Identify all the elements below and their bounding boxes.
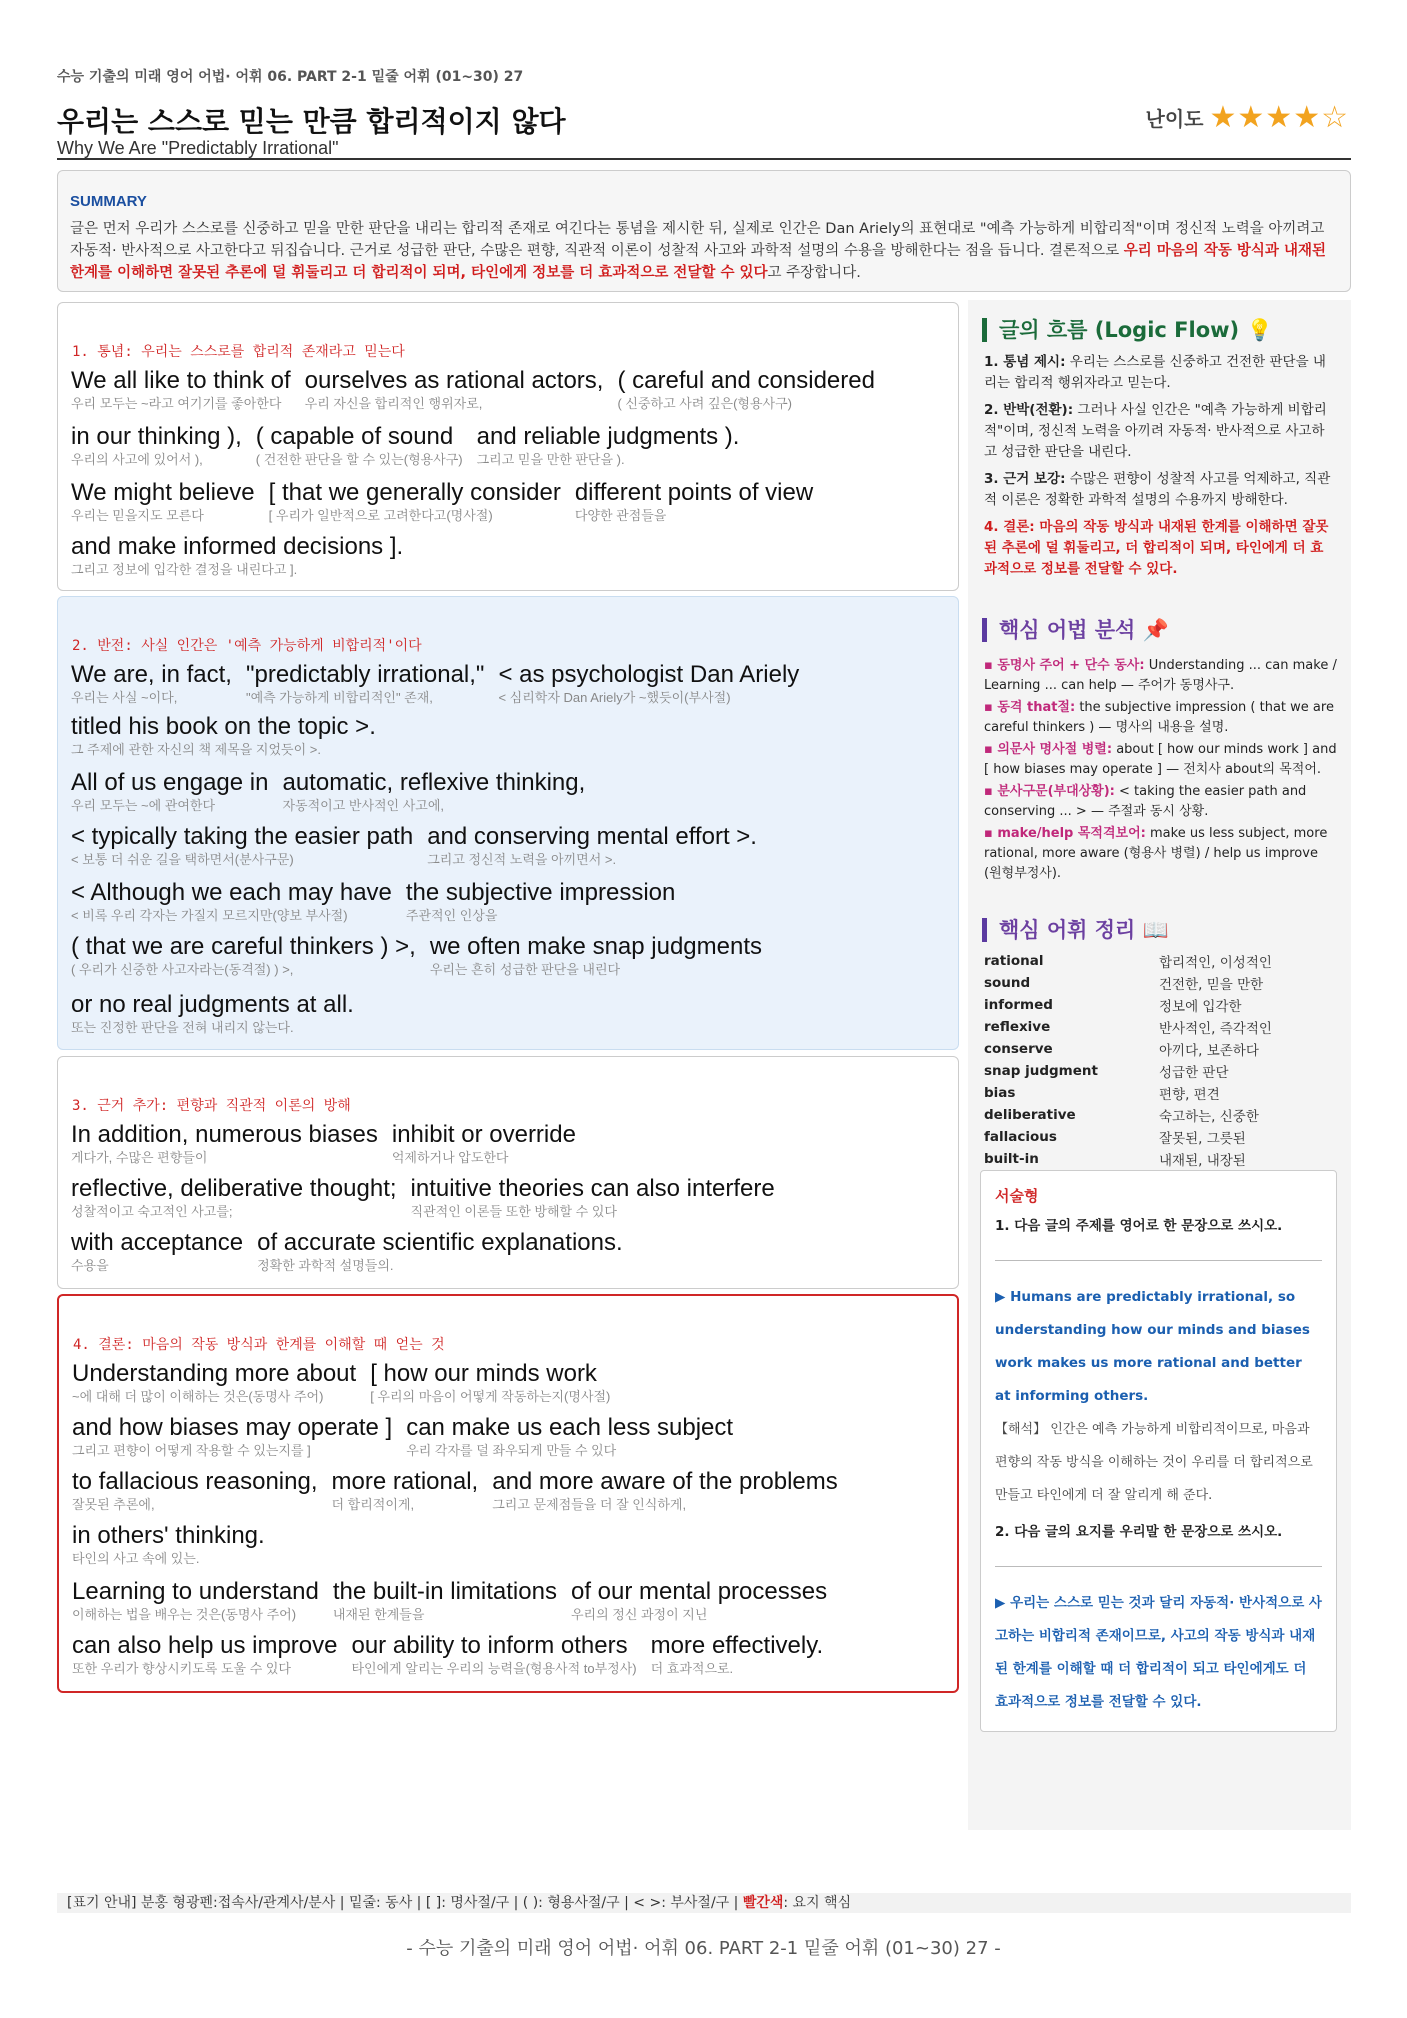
korean-gloss: 그리고 정보에 입각한 결정을 내린다고 ]. [71, 562, 298, 577]
explanation-1: 【해석】 인간은 예측 가능하게 비합리적이므로, 마음과 편향의 작동 방식을 이해하는 것이 우리를 더 합리적으로 만들고 타인에게 더 잘 알리게 해 준다. [995, 1422, 1313, 1503]
korean-gloss: [ 우리의 마음이 어떻게 작동하는지(명사절) [370, 1389, 611, 1404]
section-1 [57, 302, 959, 591]
korean-gloss: 게다가, 수많은 편향들이 [71, 1150, 208, 1165]
chunk [71, 367, 291, 412]
chunk [71, 713, 376, 758]
chunk [72, 1632, 337, 1677]
chunk [492, 1468, 838, 1513]
text-line [71, 933, 776, 978]
page-footer: - 수능 기출의 미래 영어 어법· 어휘 06. PART 2-1 밑줄 어휘 (01~30) 27 - [406, 1938, 1001, 1959]
english-phrase: intuitive theories can also interfere [410, 1175, 775, 1202]
question-1: 1. 다음 글의 주제를 영어로 한 문장으로 쓰시오. [995, 1218, 1283, 1234]
section-3 [57, 1056, 959, 1289]
korean-gloss: 그 주제에 관한 자신의 책 제목을 지었듯이 >. [71, 742, 321, 757]
english-phrase: ( careful and considered [617, 367, 875, 394]
chunk [333, 1578, 557, 1623]
korean-gloss: 그리고 문제점들을 더 잘 인식하게, [492, 1497, 687, 1512]
english-phrase: or no real judgments at all. [71, 991, 354, 1018]
korean-gloss: < 비록 우리 각자는 가질지 모르지만(양보 부사절) [71, 908, 348, 923]
chunk [72, 1578, 319, 1623]
vocab-row: informed 정보에 입각한 [984, 997, 1242, 1015]
text-line [71, 823, 771, 868]
answer-line [995, 1260, 1322, 1261]
grammar-item: ▪ 의문사 명사절 병렬: about [ how our minds work ] and [ how biases may operate ] — 전치사 about의 목적어. [984, 742, 1337, 777]
flow-item: 1. 통념 제시: 우리는 스스로를 신중하고 건전한 판단을 내리는 합리적 행위자라고 믿는다. [984, 354, 1326, 391]
english-phrase: the subjective impression [405, 879, 676, 906]
korean-gloss: 그리고 정신적 노력을 아끼면서 >. [427, 852, 617, 867]
english-phrase: and conserving mental effort >. [427, 823, 757, 850]
chunk [71, 769, 268, 814]
english-phrase: < Although we each may have [71, 879, 392, 906]
korean-gloss: 직관적인 이론들 또한 방해할 수 있다 [410, 1204, 617, 1219]
english-phrase: [ how our minds work [370, 1360, 597, 1387]
english-phrase: of accurate scientific explanations. [257, 1229, 623, 1256]
korean-gloss: 잘못된 추론에, [72, 1497, 155, 1512]
english-phrase: In addition, numerous biases [71, 1121, 378, 1148]
english-phrase: ( that we are careful thinkers ) >, [71, 933, 416, 960]
english-phrase: < typically taking the easier path [71, 823, 414, 850]
text-line [72, 1360, 624, 1405]
chunk [71, 1175, 397, 1220]
logic-flow-list [984, 352, 1334, 586]
chunk [427, 823, 757, 868]
section-heading: 4. 결론: 마음의 작동 방식과 한계를 이해할 때 얻는 것 [73, 1337, 445, 1353]
section-heading: 1. 통념: 우리는 스스로를 합리적 존재라고 믿는다 [72, 344, 405, 360]
grammar-heading: 핵심 어법 분석 📌 [982, 618, 1169, 642]
english-phrase: different points of view [574, 479, 814, 506]
korean-gloss: 억제하거나 압도한다 [391, 1150, 509, 1165]
chunk [406, 1414, 733, 1459]
question-2: 2. 다음 글의 요지를 우리말 한 문장으로 쓰시오. [995, 1524, 1283, 1540]
chunk [71, 823, 413, 868]
chunk [71, 1121, 378, 1166]
english-phrase: of our mental processes [570, 1578, 828, 1605]
english-phrase: and more aware of the problems [492, 1468, 838, 1495]
korean-gloss: 또한 우리가 향상시키도록 도울 수 있다 [72, 1661, 291, 1676]
korean-gloss: < 심리학자 Dan Ariely가 ~했듯이(부사절) [498, 690, 731, 705]
page-title: 우리는 스스로 믿는 만큼 합리적이지 않다 [57, 105, 566, 138]
korean-gloss: 우리 각자를 덜 좌우되게 만들 수 있다 [406, 1443, 617, 1458]
header-top-line: 수능 기출의 미래 영어 어법· 어휘 06. PART 2-1 밑줄 어휘 (01~30) 27 [57, 69, 524, 85]
vocab-row: rational 합리적인, 이성적인 [984, 953, 1272, 971]
text-line [71, 479, 827, 524]
english-phrase: We all like to think of [71, 367, 291, 394]
english-phrase: All of us engage in [71, 769, 269, 796]
chunk [575, 479, 813, 524]
english-phrase: ( capable of sound [255, 423, 454, 450]
chunk [71, 533, 403, 578]
korean-gloss: [ 우리가 일반적으로 고려한다고(명사절) [268, 508, 493, 523]
chunk [651, 1632, 824, 1677]
chunk [430, 933, 762, 978]
chunk [71, 879, 392, 924]
korean-gloss: 우리의 사고에 있어서 ), [71, 452, 203, 467]
english-phrase: We are, in fact, [71, 661, 232, 688]
korean-gloss: 그리고 편향이 어떻게 작용할 수 있는지를 ] [72, 1443, 311, 1458]
text-line [71, 879, 689, 924]
korean-gloss: "예측 가능하게 비합리적인" 존재, [245, 690, 433, 705]
title-divider [57, 158, 1351, 160]
answer-1: ▶ Humans are predictably irrational, so understanding how our minds and biases work makes us more rational and better at informing others. [995, 1289, 1310, 1404]
chunk [72, 1414, 392, 1459]
english-phrase: in others' thinking. [72, 1522, 265, 1549]
chunk [71, 1229, 243, 1274]
korean-gloss: 정확한 과학적 설명들의. [257, 1258, 394, 1273]
text-line [72, 1522, 279, 1567]
english-phrase: [ that we generally consider [268, 479, 561, 506]
chunk [282, 769, 585, 814]
chunk [256, 423, 463, 468]
summary-heading: SUMMARY [70, 193, 147, 210]
korean-gloss: 우리의 정신 과정이 지닌 [570, 1607, 708, 1622]
korean-gloss: 우리 모두는 ~에 관여한다 [71, 798, 216, 813]
chunk [72, 1468, 317, 1513]
korean-gloss: 다양한 관점들을 [574, 508, 667, 523]
vocab-row: conserve 아끼다, 보존하다 [984, 1041, 1259, 1059]
english-phrase: and reliable judgments ). [476, 423, 740, 450]
text-line [72, 1414, 747, 1459]
text-line [71, 1121, 590, 1166]
english-phrase: our ability to inform others [351, 1632, 628, 1659]
chunk [71, 661, 232, 706]
text-line [71, 991, 368, 1036]
text-line [71, 713, 390, 758]
text-line [71, 423, 753, 468]
korean-gloss: 그리고 믿을 만한 판단을 ). [476, 452, 625, 467]
chunk [72, 1360, 356, 1405]
text-line [71, 367, 889, 412]
english-phrase: we often make snap judgments [429, 933, 763, 960]
grammar-item: ▪ make/help 목적격보어: make us less subject, more rational, more aware (형용사 병렬) / help us improve (원형부정사). [984, 826, 1328, 881]
english-phrase: Learning to understand [72, 1578, 319, 1605]
english-phrase: ourselves as rational actors, [304, 367, 604, 394]
korean-gloss: 우리 모두는 ~라고 여기기를 좋아한다 [71, 396, 282, 411]
english-phrase: We might believe [71, 479, 255, 506]
english-phrase: in our thinking ), [71, 423, 242, 450]
grammar-list [984, 656, 1339, 886]
korean-gloss: 내재된 한계들을 [332, 1607, 425, 1622]
summary-box [57, 170, 1351, 292]
writing-box [980, 1170, 1337, 1732]
english-phrase: and how biases may operate ] [72, 1414, 393, 1441]
korean-gloss: 우리는 사실 ~이다, [71, 690, 178, 705]
chunk [406, 879, 675, 924]
korean-gloss: ( 우리가 신중한 사고자라는(동격절) ) >, [71, 962, 294, 977]
korean-gloss: 성찰적이고 숙고적인 사고를; [71, 1204, 233, 1219]
chunk [370, 1360, 610, 1405]
english-phrase: Understanding more about [72, 1360, 357, 1387]
chunk [331, 1468, 478, 1513]
vocab-heading: 핵심 어휘 정리 📖 [982, 918, 1169, 942]
english-phrase: < as psychologist Dan Ariely [498, 661, 800, 688]
english-phrase: the built-in limitations [332, 1578, 557, 1605]
answer-line [995, 1566, 1322, 1567]
text-line [71, 661, 813, 706]
section-4 [57, 1294, 959, 1693]
text-line [72, 1468, 852, 1513]
logic-flow-heading: 글의 흐름 (Logic Flow) 💡 [982, 318, 1273, 342]
english-phrase: inhibit or override [391, 1121, 576, 1148]
korean-gloss: 수용을 [71, 1258, 109, 1273]
chunk [411, 1175, 775, 1220]
english-phrase: more effectively. [650, 1632, 824, 1659]
grammar-item: ▪ 동격 that절: the subjective impression ( that we are careful thinkers ) — 명사의 내용을 설명. [984, 700, 1334, 735]
korean-gloss: 우리는 믿을지도 모른다 [71, 508, 204, 523]
text-line [72, 1578, 841, 1623]
vocab-row: fallacious 잘못된, 그릇된 [984, 1129, 1246, 1147]
korean-gloss: ( 신중하고 사려 깊은(형용사구) [617, 396, 792, 411]
korean-gloss: 타인에게 알리는 우리의 능력을(형용사적 to부정사) [351, 1661, 637, 1676]
vocab-row: bias 편향, 편견 [984, 1085, 1220, 1103]
chunk [477, 423, 740, 468]
chunk [257, 1229, 623, 1274]
chunk [305, 367, 604, 412]
vocab-row: snap judgment 성급한 판단 [984, 1063, 1229, 1081]
text-line [71, 533, 417, 578]
korean-gloss: < 보통 더 쉬운 길을 택하면서(분사구문) [71, 852, 294, 867]
legend-bar: [표기 안내] 분홍 형광펜:접속사/관계사/분사 | 밑줄: 동사 | [ ]: 명사절/구 | ( ): 형용사절/구 | < >: 부사절/구 | 빨간색: 요지 핵심 [57, 1893, 1351, 1913]
vocab-table [984, 950, 1334, 1170]
section-heading: 3. 근거 추가: 편향과 직관적 이론의 방해 [72, 1098, 351, 1114]
chunk [392, 1121, 576, 1166]
korean-gloss: 또는 진정한 판단을 전혀 내리지 않는다. [71, 1020, 294, 1035]
difficulty-label: 난이도 [1145, 107, 1204, 131]
vocab-row: sound 건전한, 믿을 만한 [984, 975, 1264, 993]
difficulty-rating [1146, 100, 1349, 135]
english-phrase: can also help us improve [72, 1632, 338, 1659]
vocab-row: reflexive 반사적인, 즉각적인 [984, 1019, 1272, 1037]
english-phrase: reflective, deliberative thought; [71, 1175, 397, 1202]
star-rating-icon: ★★★★☆ [1209, 100, 1349, 135]
korean-gloss: 더 합리적이게, [331, 1497, 415, 1512]
korean-gloss: 이해하는 법을 배우는 것은(동명사 주어) [72, 1607, 297, 1622]
english-phrase: "predictably irrational," [245, 661, 485, 688]
chunk [571, 1578, 827, 1623]
text-line [72, 1632, 837, 1677]
english-phrase: automatic, reflexive thinking, [282, 769, 586, 796]
chunk [351, 1632, 636, 1677]
english-phrase: to fallacious reasoning, [72, 1468, 318, 1495]
english-phrase: more rational, [331, 1468, 479, 1495]
text-line [71, 1175, 789, 1220]
grammar-item: ▪ 분사구문(부대상황): < taking the easier path and conserving ... > — 주절과 동시 상황. [984, 784, 1307, 819]
section-heading: 2. 반전: 사실 인간은 '예측 가능하게 비합리적'이다 [72, 638, 422, 654]
grammar-item: ▪ 동명사 주어 + 단수 동사: Understanding ... can make / Learning ... can help — 주어가 동명사구. [984, 658, 1337, 693]
summary-text: 글은 먼저 우리가 스스로를 신중하고 믿을 만한 판단을 내리는 합리적 존재로 여긴다는 통념을 제시한 뒤, 실제로 인간은 Dan Ariely의 표현대로 "예측 가능하게 비합리적"이며 정신적 노력을 아끼려고 자동적· 반사적으로 사고한다고 뒤집습니다. 근거로 성급한 판단, 수많은 편향, 직관적 이론이 성찰적 사고와 과학적 설명의 수용을 방해한다는 점을 듭니다. 결론적으로 우리 마음의 작동 방식과 내재된 한계를 이해하면 잘못된 추론에 덜 휘둘리고 더 합리적이 되며, 타인에게 정보를 더 효과적으로 전달할 수 있다고 주장합니다. [70, 221, 1326, 281]
flow-item: 2. 반박(전환): 그러나 사실 인간은 "예측 가능하게 비합리적"이며, 정신적 노력을 아끼려 자동적· 반사적으로 사고하고 성급한 판단을 내린다. [984, 402, 1327, 460]
right-panel [968, 300, 1351, 1830]
chunk [246, 661, 484, 706]
chunk [71, 933, 416, 978]
flow-item: 3. 근거 보강: 수많은 편향이 성찰적 사고를 억제하고, 직관적 이론은 정확한 과학적 설명의 수용까지 방해한다. [984, 471, 1331, 508]
writing-heading: 서술형 [995, 1187, 1039, 1205]
vocab-row: deliberative 숙고하는, 신중한 [984, 1107, 1259, 1125]
chunk [498, 661, 799, 706]
english-phrase: and make informed decisions ]. [71, 533, 404, 560]
answer-2: ▶ 우리는 스스로 믿는 것과 달리 자동적· 반사적으로 사고하는 비합리적 존재이므로, 사고의 작동 방식과 내재된 한계를 이해할 때 더 합리적이 되고 타인에게도 더 효과적으로 정보를 전달할 수 있다. [995, 1595, 1322, 1710]
flow-item: 4. 결론: 마음의 작동 방식과 내재된 한계를 이해하면 잘못된 추론에 덜 휘둘리고, 더 합리적이 되며, 타인에게 더 효과적으로 정보를 전달할 수 있다. [984, 519, 1329, 577]
english-phrase: can make us each less subject [406, 1414, 734, 1441]
korean-gloss: 타인의 사고 속에 있는. [72, 1551, 200, 1566]
chunk [617, 367, 874, 412]
korean-gloss: ~에 대해 더 많이 이해하는 것은(동명사 주어) [72, 1389, 324, 1404]
korean-gloss: 우리는 흔히 성급한 판단을 내린다 [429, 962, 621, 977]
section-2 [57, 596, 959, 1050]
chunk [72, 1522, 265, 1567]
chunk [71, 479, 255, 524]
chunk [71, 423, 242, 468]
english-phrase: with acceptance [71, 1229, 244, 1256]
page-subtitle: Why We Are "Predictably Irrational" [57, 138, 339, 158]
korean-gloss: 자동적이고 반사적인 사고에, [282, 798, 445, 813]
korean-gloss: 주관적인 인상을 [405, 908, 498, 923]
korean-gloss: 우리 자신을 합리적인 행위자로, [304, 396, 483, 411]
english-phrase: titled his book on the topic >. [71, 713, 376, 740]
chunk [269, 479, 561, 524]
text-line [71, 1229, 637, 1274]
korean-gloss: 더 효과적으로. [650, 1661, 734, 1676]
text-line [71, 769, 599, 814]
vocab-row: built-in 내재된, 내장된 [984, 1151, 1246, 1169]
korean-gloss: ( 건전한 판단을 할 수 있는(형용사구) [255, 452, 463, 467]
chunk [71, 991, 354, 1036]
